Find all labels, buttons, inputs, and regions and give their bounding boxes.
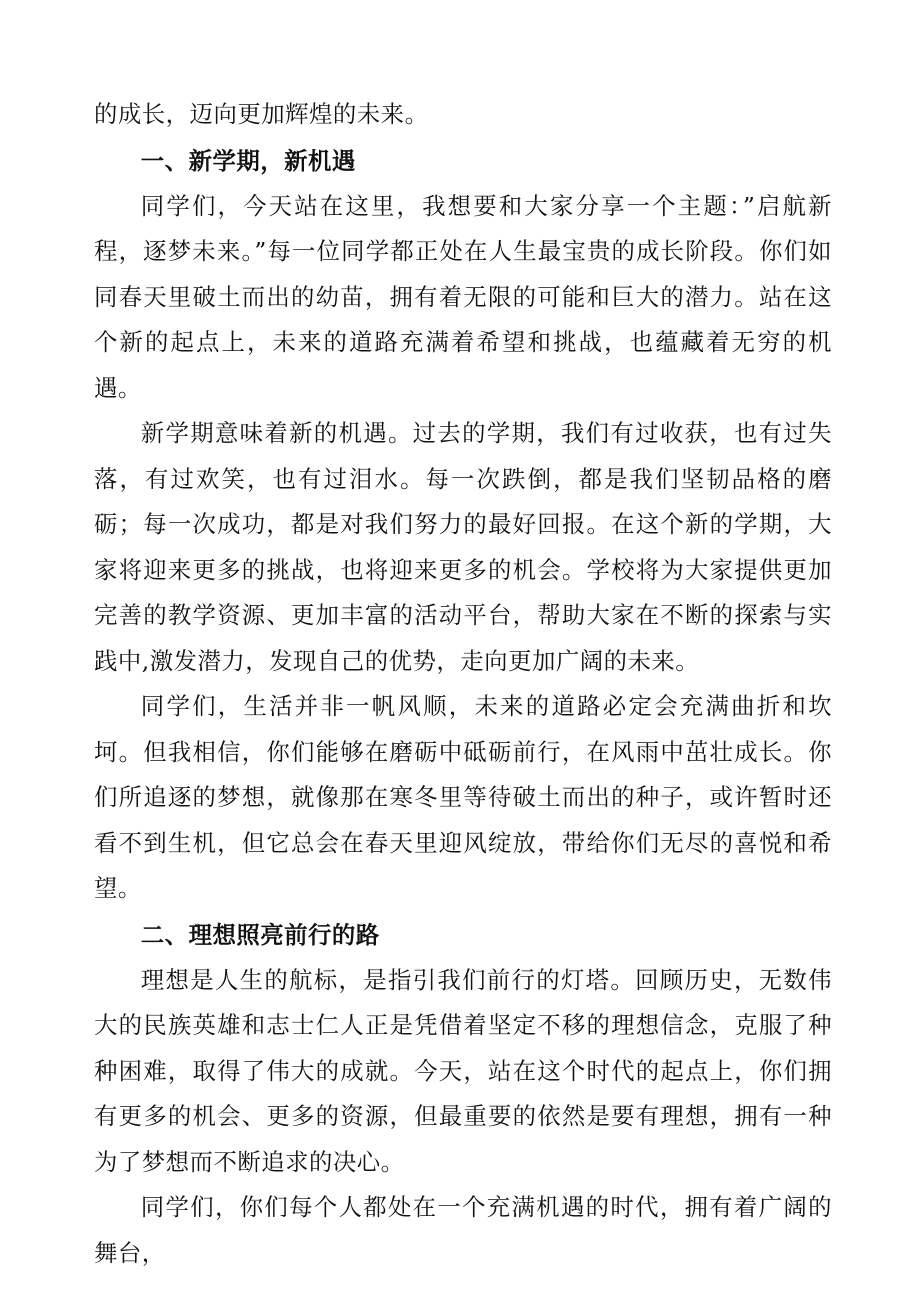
paragraph-continued: 的成长，迈向更加辉煌的未来。 (94, 100, 429, 128)
paragraph: 理想是人生的航标，是指引我们前行的灯塔。回顾历史，无数伟大的民族英雄和志士仁人正是凭借着坚定不移的理想信念，克服了种种困难，取得了伟大的成就。今天，站在这个时代的起点上，你们拥有更多的机会、更多的资源，但最重要的依然是要有理想，拥有一种为了梦想而不断追求的决心。 (94, 965, 832, 1176)
document-body (94, 92, 832, 1276)
paragraph: 同学们，生活并非一帆风顺，未来的道路必定会充满曲折和坎坷。但我相信，你们能够在磨砺中砥砺前行，在风雨中茁壮成长。你们所追逐的梦想，就像那在寒冬里等待破土而出的种子，或许暂时还看不到生机，但它总会在春天里迎风绽放，带给你们无尽的喜悦和希望。 (94, 692, 832, 902)
paragraph: 同学们，你们每个人都处在一个充满机遇的时代，拥有着广阔的舞台， (94, 1193, 832, 1267)
section-heading-1: 一、新学期，新机遇 (140, 146, 356, 175)
paragraph: 新学期意味着新的机遇。过去的学期，我们有过收获，也有过失落，有过欢笑，也有过泪水。每一次跌倒，都是我们坚韧品格的磨砺；每一次成功，都是对我们努力的最好回报。在这个新的学期，大家将迎来更多的挑战，也将迎来更多的机会。学校将为大家提供更加完善的教学资源、更加丰富的活动平台，帮助大家在不断的探索与实践中,激发潜力，发现自己的优势，走向更加广阔的未来。 (94, 419, 832, 675)
section-heading-2: 二、理想照亮前行的路 (140, 920, 380, 949)
paragraph: 同学们，今天站在这里，我想要和大家分享一个主题：”启航新程，逐梦未来。”每一位同学都正处在人生最宝贵的成长阶段。你们如同春天里破土而出的幼苗，拥有着无限的可能和巨大的潜力。站在这个新的起点上，未来的道路充满着希望和挑战，也蕴藏着无穷的机遇。 (94, 191, 832, 402)
